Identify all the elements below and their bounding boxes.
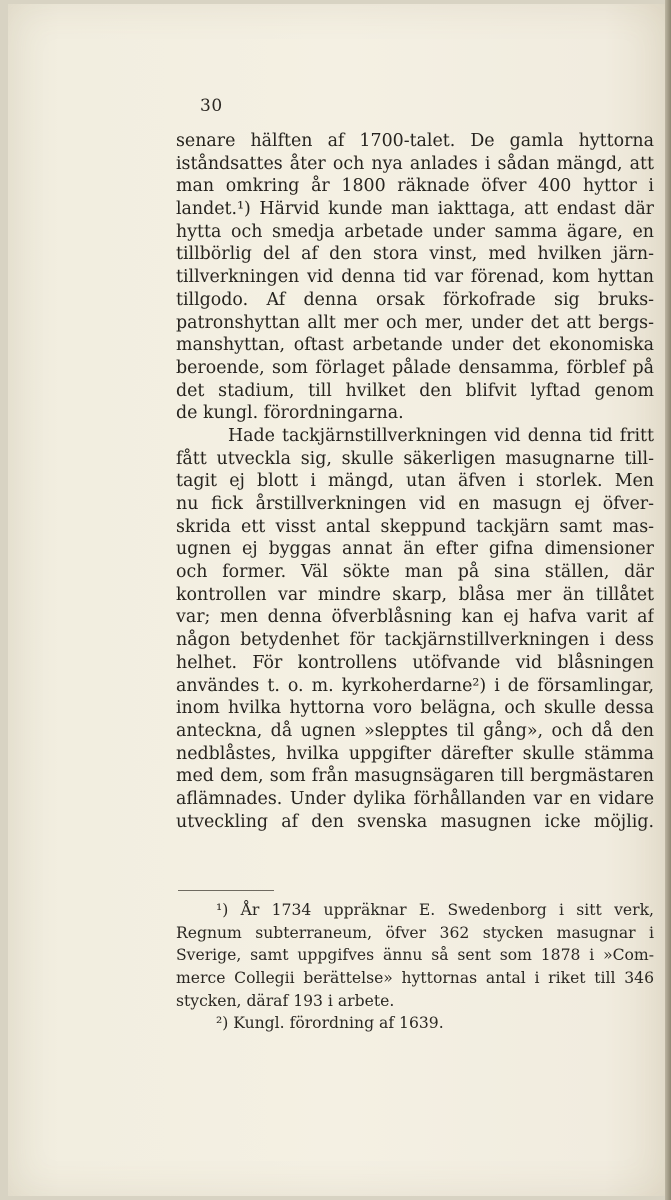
text-line: tillbörlig del af den stora vinst, med hvilken järn- bbox=[176, 244, 654, 265]
body-text bbox=[176, 130, 654, 833]
text-line: och former. Väl sökte man på sina ställen, där bbox=[176, 562, 654, 583]
text-line: kontrollen var mindre skarp, blåsa mer än tillåtet bbox=[176, 584, 654, 605]
footnote-divider bbox=[178, 890, 274, 891]
text-line: manshyttan, oftast arbetande under det ekonomiska bbox=[176, 335, 654, 356]
text-line: beroende, som förlaget pålade densamma, förblef på bbox=[176, 357, 654, 378]
text-line: patronshyttan allt mer och mer, under det att bergs- bbox=[176, 312, 654, 333]
text-line: med dem, som från masugnsägaren till bergmästaren bbox=[176, 766, 654, 787]
text-line: nu fick årstillverkningen vid en masugn ej öfver- bbox=[176, 494, 654, 514]
text-line: tillgodo. Af denna orsak förkofrade sig bruks- bbox=[176, 289, 654, 310]
text-line: landet.¹) Härvid kunde man iakttaga, att endast där bbox=[176, 199, 654, 220]
text-line: man omkring år 1800 räknade öfver 400 hyttor i bbox=[176, 176, 654, 197]
text-line: de kungl. förordningarna. bbox=[176, 403, 404, 424]
footnote-line: ²) Kungl. förordning af 1639. bbox=[216, 1014, 444, 1033]
footnote-line: stycken, däraf 193 i arbete. bbox=[176, 991, 395, 1010]
text-line: fått utveckla sig, skulle säkerligen masugnarne till- bbox=[176, 448, 654, 469]
text-line: senare hälften af 1700-talet. De gamla hyttorna bbox=[176, 131, 654, 151]
text-line: anteckna, då ugnen »slepptes til gång», och då den bbox=[176, 720, 654, 741]
text-line: inom hvilka hyttorna voro belägna, och skulle dessa bbox=[176, 698, 654, 719]
text-line: iståndsattes åter och nya anlades i sådan mängd, att bbox=[176, 153, 654, 174]
text-line: var; men denna öfverblåsning kan ej hafva varit af bbox=[176, 607, 654, 628]
text-line: tagit ej blott i mängd, utan äfven i storlek. Men bbox=[176, 471, 654, 492]
text-line: det stadium, till hvilket den blifvit lyftad genom bbox=[176, 380, 654, 401]
text-line: tillverkningen vid denna tid var förenad, kom hyttan bbox=[176, 267, 654, 288]
text-line: användes t. o. m. kyrkoherdarne²) i de församlingar, bbox=[176, 675, 654, 696]
footnote-line: ¹) År 1734 uppräknar E. Swedenborg i sitt verk, bbox=[216, 901, 654, 919]
text-line: skrida ett visst antal skeppund tackjärn samt mas- bbox=[176, 516, 654, 537]
text-line: aflämnades. Under dylika förhållanden var en vidare bbox=[176, 788, 654, 809]
page-number: 30 bbox=[200, 96, 223, 116]
page-edge bbox=[665, 0, 671, 1200]
footnotes bbox=[176, 900, 654, 1036]
text-line: någon betydenhet för tackjärnstillverkningen i dess bbox=[176, 630, 654, 651]
text-line: Hade tackjärnstillverkningen vid denna tid fritt bbox=[228, 425, 654, 446]
footnote-line: merce Collegii berättelse» hyttornas antal i riket till 346 bbox=[176, 969, 654, 988]
text-line: utveckling af den svenska masugnen icke möjlig. bbox=[176, 811, 654, 832]
text-line: nedblåstes, hvilka uppgifter därefter skulle stämma bbox=[176, 743, 654, 764]
text-line: ugnen ej byggas annat än efter gifna dimensioner bbox=[176, 539, 654, 560]
footnote-line: Regnum subterraneum, öfver 362 stycken masugnar i bbox=[176, 923, 654, 942]
text-line: helhet. För kontrollens utöfvande vid blåsningen bbox=[176, 652, 654, 673]
text-line: hytta och smedja arbetade under samma ägare, en bbox=[176, 221, 654, 242]
footnote-line: Sverige, samt uppgifves ännu så sent som 1878 i »Com- bbox=[176, 946, 654, 965]
